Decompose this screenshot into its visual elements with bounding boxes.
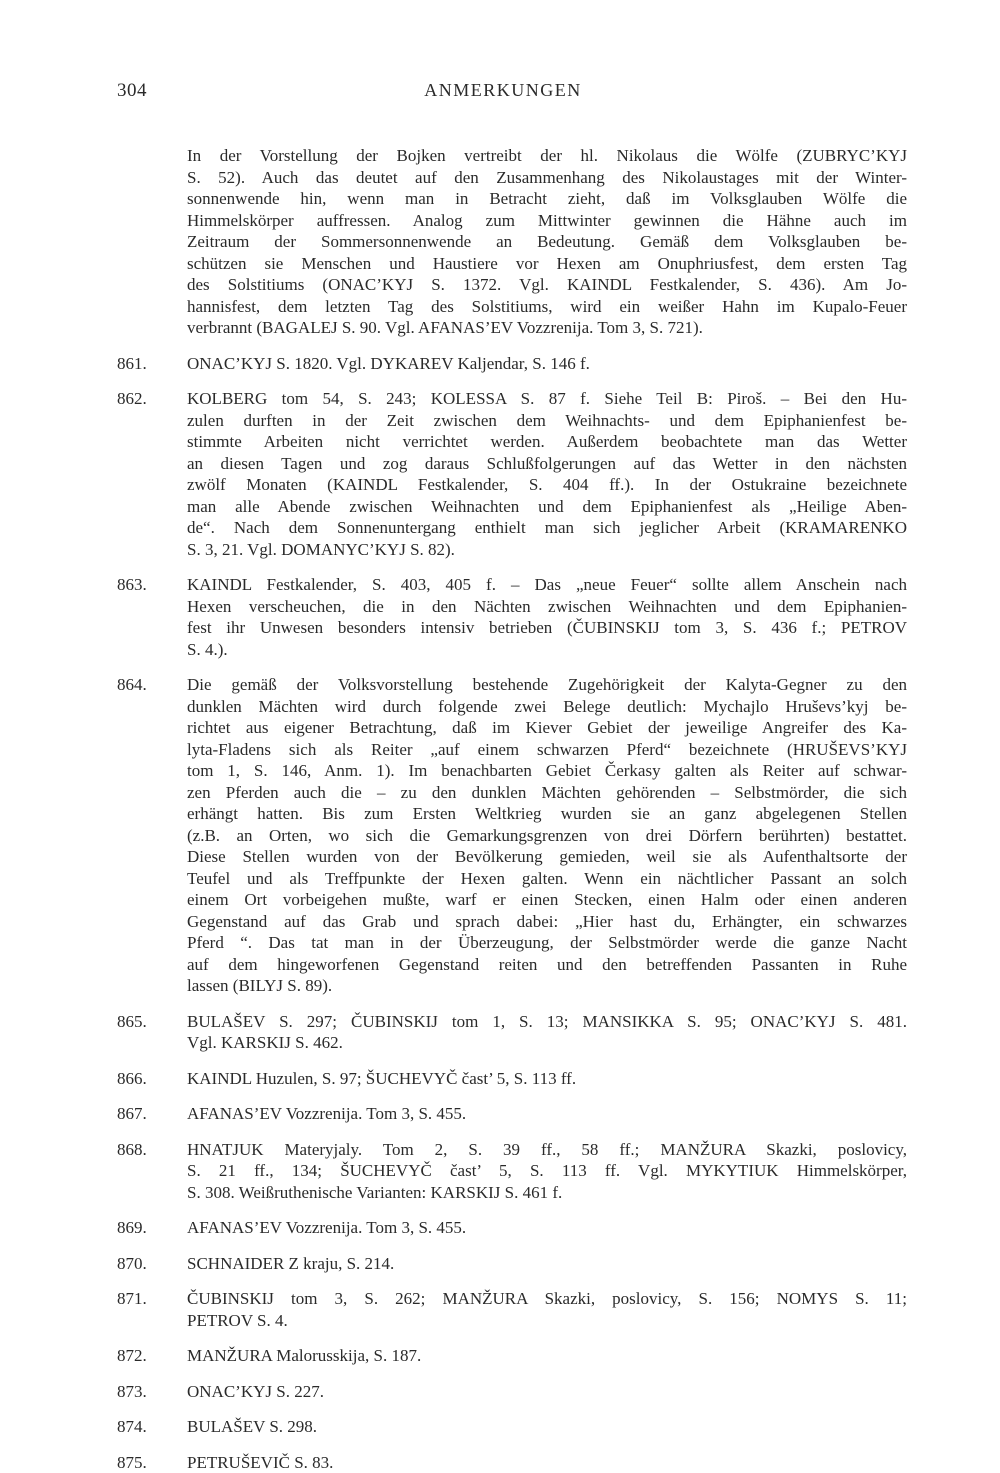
text-line: schützen sie Menschen und Haustiere vor Hexen am Onuphriusfest, dem ersten Tag <box>187 253 907 275</box>
note-text <box>187 1011 907 1054</box>
text-line: ONAC’KYJ S. 1820. Vgl. DYKAREV Kaljendar, S. 146 f. <box>187 353 907 375</box>
note-text <box>187 1381 907 1403</box>
text-line: hannisfest, dem letzten Tag des Solstitiums, wird ein weißer Hahn im Kupalo-Feuer <box>187 296 907 318</box>
note-number: 863. <box>117 574 147 596</box>
note-text <box>187 1416 907 1438</box>
note-861 <box>117 353 907 375</box>
text-line: KAINDL Festkalender, S. 403, 405 f. – Das „neue Feuer“ sollte allem Anschein nach <box>187 574 907 596</box>
text-line: fest ihr Unwesen besonders intensiv betrieben (ČUBINSKIJ tom 3, S. 436 f.; PETROV <box>187 617 907 639</box>
text-line: Diese Stellen wurden von der Bevölkerung gemieden, weil sie als Aufenthaltsorte der <box>187 846 907 868</box>
note-text <box>187 1217 907 1239</box>
text-line: S. 4.). <box>187 639 907 661</box>
text-line: richtet aus eigener Betrachtung, daß im Kiever Gebiet der jeweilige Angreifer des Ka- <box>187 717 907 739</box>
note-869 <box>117 1217 907 1239</box>
text-line: KAINDL Huzulen, S. 97; ŠUCHEVYČ čast’ 5, S. 113 ff. <box>187 1068 907 1090</box>
text-line: S. 308. Weißruthenische Varianten: KARSKIJ S. 461 f. <box>187 1182 907 1204</box>
text-line: auf dem hingeworfenen Gegenstand reiten und den betreffenden Passanten in Ruhe <box>187 954 907 976</box>
note-number: 874. <box>117 1416 147 1438</box>
text-line: SCHNAIDER Z kraju, S. 214. <box>187 1253 907 1275</box>
note-number: 867. <box>117 1103 147 1125</box>
note-867 <box>117 1103 907 1125</box>
note-text <box>187 574 907 660</box>
running-head: ANMERKUNGEN <box>117 80 889 101</box>
note-number: 869. <box>117 1217 147 1239</box>
note-continuation <box>117 145 907 339</box>
note-number: 862. <box>117 388 147 410</box>
note-866 <box>117 1068 907 1090</box>
note-text <box>187 145 907 339</box>
text-line: erhängt hatten. Bis zum Ersten Weltkrieg wurden sie an ganz abgelegenen Stellen <box>187 803 907 825</box>
note-number: 861. <box>117 353 147 375</box>
text-line: S. 52). Auch das deutet auf den Zusammenhang des Nikolaustages mit der Winter- <box>187 167 907 189</box>
page-header <box>117 80 889 106</box>
note-871 <box>117 1288 907 1331</box>
note-text <box>187 1345 907 1367</box>
note-text <box>187 1068 907 1090</box>
text-line: Himmelskörper auffressen. Analog zum Mittwinter gewinnen die Hähne auch im <box>187 210 907 232</box>
note-number: 868. <box>117 1139 147 1161</box>
text-line: an diesen Tagen und zog daraus Schlußfolgerungen auf das Wetter in den nächsten <box>187 453 907 475</box>
note-number: 871. <box>117 1288 147 1310</box>
note-873 <box>117 1381 907 1403</box>
text-line: stimmte Arbeiten nicht verrichtet werden. Außerdem beobachtete man das Wetter <box>187 431 907 453</box>
text-line: zwölf Monaten (KAINDL Festkalender, S. 404 ff.). In der Ostukraine bezeichnete <box>187 474 907 496</box>
note-872 <box>117 1345 907 1367</box>
text-line: Zeitraum der Sommersonnenwende an Bedeutung. Gemäß dem Volksglauben be- <box>187 231 907 253</box>
note-number: 864. <box>117 674 147 696</box>
note-text <box>187 1139 907 1204</box>
text-line: BULAŠEV S. 298. <box>187 1416 907 1438</box>
text-line: ČUBINSKIJ tom 3, S. 262; MANŽURA Skazki, poslovicy, S. 156; NOMYS S. 11; <box>187 1288 907 1310</box>
note-text <box>187 674 907 997</box>
text-line: Hexen verscheuchen, die in den Nächten zwischen Weihnachten und dem Epiphanien- <box>187 596 907 618</box>
text-line: ONAC’KYJ S. 227. <box>187 1381 907 1403</box>
text-line: PETROV S. 4. <box>187 1310 907 1332</box>
note-text <box>187 1103 907 1125</box>
note-870 <box>117 1253 907 1275</box>
text-line: lyta-Fladens sich als Reiter „auf einem schwarzen Pferd“ bezeichnete (HRUŠEVS’KYJ <box>187 739 907 761</box>
text-line: zen Pferden auch die – zu den dunklen Mächten gehörenden – Selbstmörder, die sich <box>187 782 907 804</box>
note-number: 875. <box>117 1452 147 1473</box>
note-number: 870. <box>117 1253 147 1275</box>
text-line: (z.B. an Orten, wo sich die Gemarkungsgrenzen von drei Dörfern berührten) bestattet. <box>187 825 907 847</box>
note-number: 872. <box>117 1345 147 1367</box>
text-line: dunklen Mächten wird durch folgende zwei Belege deutlich: Mychajlo Hruševs’kyj be- <box>187 696 907 718</box>
text-line: AFANAS’EV Vozzrenija. Tom 3, S. 455. <box>187 1103 907 1125</box>
text-line: Gegenstand auf das Grab und sprach dabei: „Hier hast du, Erhängter, ein schwarzes <box>187 911 907 933</box>
text-line: sonnenwende hin, wenn man in Betracht zieht, daß im Volksglauben Wölfe die <box>187 188 907 210</box>
text-line: Teufel und als Treffpunkte der Hexen galten. Wenn ein nächtlicher Passant an solch <box>187 868 907 890</box>
text-line: lassen (BILYJ S. 89). <box>187 975 907 997</box>
note-text <box>187 353 907 375</box>
note-number: 866. <box>117 1068 147 1090</box>
text-line: S. 3, 21. Vgl. DOMANYC’KYJ S. 82). <box>187 539 907 561</box>
text-line: AFANAS’EV Vozzrenija. Tom 3, S. 455. <box>187 1217 907 1239</box>
note-875 <box>117 1452 907 1473</box>
text-line: S. 21 ff., 134; ŠUCHEVYČ čast’ 5, S. 113 ff. Vgl. MYKYTIUK Himmelskörper, <box>187 1160 907 1182</box>
text-line: Vgl. KARSKIJ S. 462. <box>187 1032 907 1054</box>
page-number: 304 <box>117 80 147 102</box>
text-line: verbrannt (BAGALEJ S. 90. Vgl. AFANAS’EV Vozzrenija. Tom 3, S. 721). <box>187 317 907 339</box>
note-text <box>187 388 907 560</box>
text-line: des Solstitiums (ONAC’KYJ S. 1372. Vgl. KAINDL Festkalender, S. 436). Am Jo- <box>187 274 907 296</box>
text-line: einem Ort vorbeigehen mußte, warf er einen Stecken, einen Halm oder einen anderen <box>187 889 907 911</box>
text-line: KOLBERG tom 54, S. 243; KOLESSA S. 87 f. Siehe Teil B: Piroš. – Bei den Hu- <box>187 388 907 410</box>
text-line: Die gemäß der Volksvorstellung bestehende Zugehörigkeit der Kalyta-Gegner zu den <box>187 674 907 696</box>
text-line: zulen durften in der Zeit zwischen dem Weihnachts- und dem Epiphanienfest be- <box>187 410 907 432</box>
note-864 <box>117 674 907 997</box>
text-line: In der Vorstellung der Bojken vertreibt der hl. Nikolaus die Wölfe (ZUBRYC’KYJ <box>187 145 907 167</box>
text-line: PETRUŠEVIČ S. 83. <box>187 1452 907 1473</box>
note-862 <box>117 388 907 560</box>
text-line: man alle Abende zwischen Weihnachten und dem Epiphanienfest als „Heilige Aben- <box>187 496 907 518</box>
note-number: 873. <box>117 1381 147 1403</box>
text-line: BULAŠEV S. 297; ČUBINSKIJ tom 1, S. 13; MANSIKKA S. 95; ONAC’KYJ S. 481. <box>187 1011 907 1033</box>
note-868 <box>117 1139 907 1204</box>
endnotes <box>117 145 907 1473</box>
text-line: de“. Nach dem Sonnenuntergang enthielt man sich jeglicher Arbeit (KRAMARENKO <box>187 517 907 539</box>
note-text <box>187 1253 907 1275</box>
note-text <box>187 1452 907 1473</box>
text-line: tom 1, S. 146, Anm. 1). Im benachbarten Gebiet Čerkasy galten als Reiter auf schwar- <box>187 760 907 782</box>
note-874 <box>117 1416 907 1438</box>
text-line: HNATJUK Materyjaly. Tom 2, S. 39 ff., 58 ff.; MANŽURA Skazki, poslovicy, <box>187 1139 907 1161</box>
note-863 <box>117 574 907 660</box>
note-text <box>187 1288 907 1331</box>
text-line: Pferd “. Das tat man in der Überzeugung, der Selbstmörder werde die ganze Nacht <box>187 932 907 954</box>
text-line: MANŽURA Malorusskija, S. 187. <box>187 1345 907 1367</box>
note-number: 865. <box>117 1011 147 1033</box>
note-865 <box>117 1011 907 1054</box>
